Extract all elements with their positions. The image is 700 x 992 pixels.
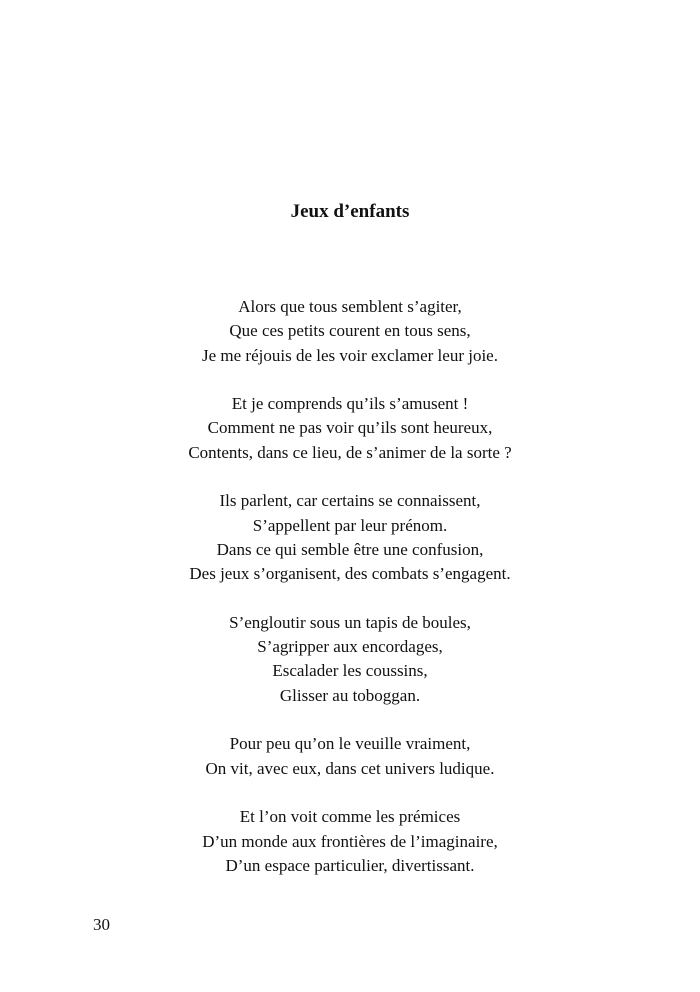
- poem-line: Et je comprends qu’ils s’amusent !: [231, 394, 469, 414]
- poem-line: Ils parlent, car certains se connaissent,: [219, 491, 481, 511]
- poem-line: Escalader les coussins,: [272, 661, 428, 681]
- poem-line: Comment ne pas voir qu’ils sont heureux,: [207, 418, 493, 438]
- stanza-3: [0, 489, 700, 586]
- poem-line: S’appellent par leur prénom.: [252, 515, 448, 535]
- poem-line: On vit, avec eux, dans cet univers ludique.: [205, 758, 495, 778]
- poem-line: Alors que tous semblent s’agiter,: [238, 297, 462, 316]
- poem-line: S’engloutir sous un tapis de boules,: [229, 612, 471, 632]
- poem-line: Contents, dans ce lieu, de s’animer de la sorte ?: [188, 442, 512, 462]
- poem-line: Glisser au toboggan.: [279, 685, 421, 705]
- poem-line: D’un monde aux frontières de l’imaginaire,: [202, 831, 498, 851]
- poem-line: Dans ce qui semble être une confusion,: [216, 539, 484, 559]
- stanza-4: [0, 611, 700, 708]
- poem-line: Je me réjouis de les voir exclamer leur joie.: [202, 345, 498, 365]
- poem-line: S’agripper aux encordages,: [257, 637, 443, 657]
- stanza-5: [0, 732, 700, 781]
- poem-body: [0, 295, 700, 902]
- stanza-2: [0, 392, 700, 465]
- poem-line: D’un espace particulier, divertissant.: [225, 855, 475, 875]
- poem-line: Pour peu qu’on le veuille vraiment,: [229, 734, 471, 754]
- poem-line: Des jeux s’organisent, des combats s’engagent.: [189, 564, 511, 584]
- poem-title: Jeux d’enfants: [290, 201, 410, 222]
- stanza-1: [0, 295, 700, 368]
- stanza-6: [0, 805, 700, 878]
- poem-line: Que ces petits courent en tous sens,: [229, 321, 471, 341]
- poem-line: Et l’on voit comme les prémices: [239, 807, 461, 827]
- page-number: 30: [93, 915, 110, 934]
